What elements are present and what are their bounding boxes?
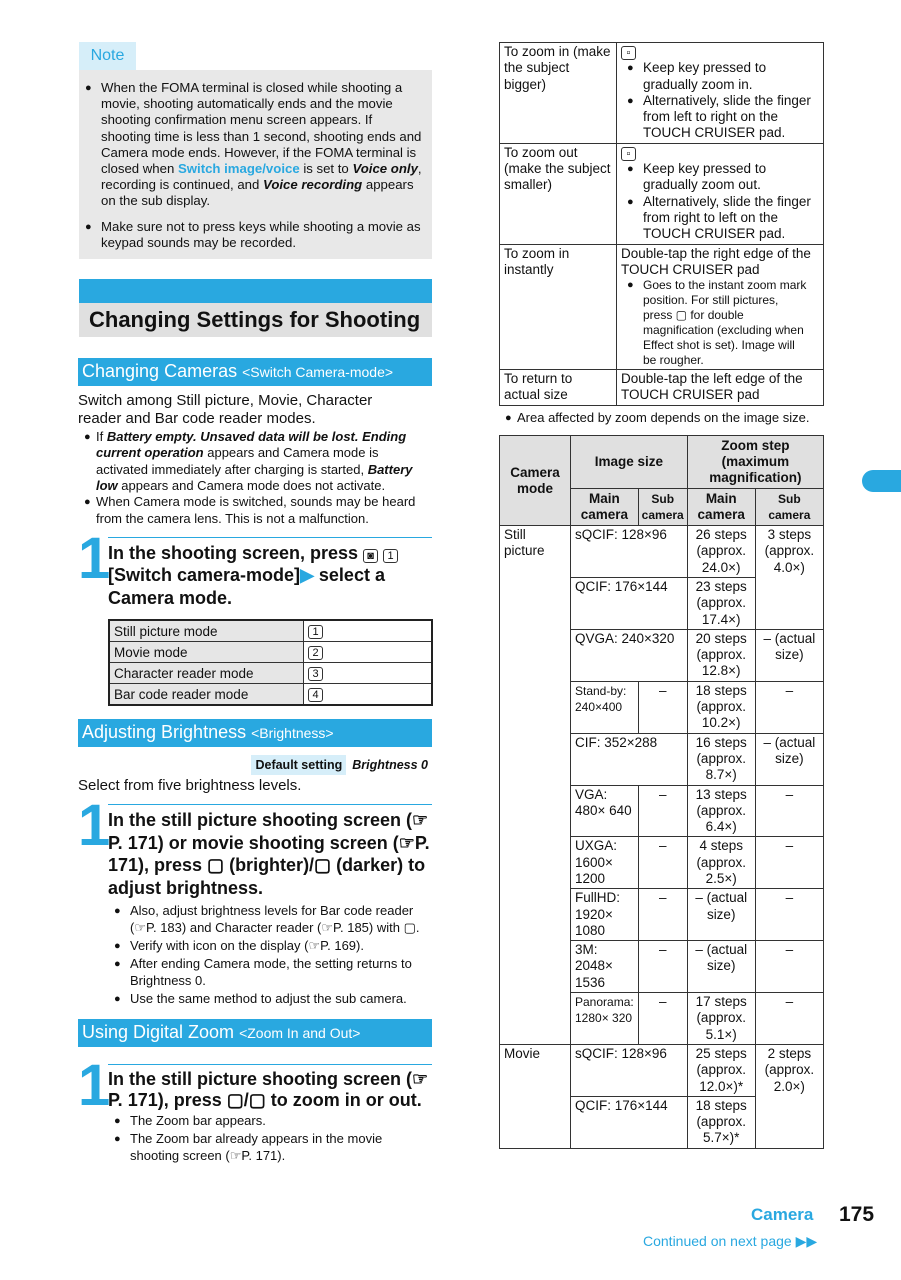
cam-step-text: In the shooting screen, press ◙ 1 [Switch camera-mode]▶ select a Camera mode.: [108, 538, 432, 610]
page-number: 175: [839, 1203, 875, 1226]
zoom-bullet: ● The Zoom bar already appears in the movie shooting screen (☞P. 171).: [108, 1131, 424, 1164]
table-row: UXGA: 1600× 1200 – 4 steps (approx. 2.5×) –: [500, 837, 824, 889]
zoom-step-text: In the still picture shooting screen (☞P. 171), press ▢/▢ to zoom in or out.: [108, 1069, 429, 1110]
table-row: VGA: 480× 640 – 13 steps (approx. 6.4×) –: [500, 785, 824, 837]
step-number: 1: [78, 1053, 111, 1119]
right-column: [499, 42, 824, 1149]
table-row: To zoom out (make the subject smaller) ▫ ● Keep key pressed to gradually zoom out. ● Alternatively, slide the finger from right to left on the TOUCH CRUISER pad.: [500, 143, 824, 244]
left-column: [78, 42, 432, 1164]
cam-intro: Switch among Still picture, Movie, Character reader and Bar code reader modes.: [78, 392, 373, 428]
step-number: 1: [78, 525, 111, 591]
note-bullet: ● Make sure not to press keys while shooting a movie as keypad sounds may be recorded.: [79, 219, 424, 251]
table-row: Panorama: 1280× 320 – 17 steps (approx. 5.1×) –: [500, 993, 824, 1045]
zoom-in-key-icon: ▫: [621, 46, 636, 60]
section-title: Changing Settings for Shooting: [79, 303, 432, 337]
table-row: QCIF: 176×144 18 steps (approx. 5.7×)*: [500, 1096, 824, 1148]
table-row: To zoom in (make the subject bigger) ▫ ● Keep key pressed to gradually zoom in. ● Alternatively, slide the finger from left to right on the TOUCH CRUISER pad.: [500, 43, 824, 144]
heading-changing-cameras: Changing Cameras <Switch Camera-mode>: [78, 358, 432, 386]
zoom-out-key-icon: ▫: [621, 147, 636, 161]
arrow-icon: ▶: [300, 565, 314, 586]
table-row: To zoom in instantly Double-tap the right edge of the TOUCH CRUISER pad ● Goes to the instant zoom mark position. For still pictures, press ▢ for double magnification (excluding when Effect shot is set). Image will be rougher.: [500, 244, 824, 370]
brightness-step-text: In the still picture shooting screen (☞P. 171) or movie shooting screen (☞P. 171), press ▢ (brighter)/▢ (darker) to adjust brightness.: [108, 810, 430, 898]
zoom-operations-table: [499, 42, 824, 406]
heading-brightness: Adjusting Brightness <Brightness>: [78, 719, 432, 747]
camera-mode-table: [108, 619, 433, 706]
note-bullet: ● When the FOMA terminal is closed while shooting a movie, shooting automatically ends and the movie shooting confirmation menu screen appears. If shooting time is less than 1 second, shooting ends and Camera mode ends. However, if the FOMA terminal is closed when Switch image/voice is set to Voice only, recording is continued, and Voice recording appears on the sub display.: [79, 80, 424, 210]
cam-bullet: ● When Camera mode is switched, sounds may be heard from the camera lens. This is not a malfunction.: [78, 494, 424, 527]
chapter-tab: [862, 470, 901, 492]
area-note: ● Area affected by zoom depends on the image size.: [499, 410, 816, 426]
zoom-step-table: Camera mode Image size Zoom step (maximum magnification) Main camera Sub camera Main camera Sub camera Still picture sQCIF: 128×96 26 steps (approx. 24.0×) 3 steps (approx. 4.0×) QCIF: 176×144 23 steps (approx. 17.4×) QVGA: 240×320 20 steps (approx. 12.8×) – (actual size) Stand-by: 240×400 – 18 steps (approx. 10.2×) – CIF: 352×288 16 steps (approx. 8.7×) – (actual size) VGA: 480× 640 – 13 steps (approx. 6.4×) – UXGA: 1600× 1200 – 4 steps (approx. 2.5×) – FullHD: 1920× 1080 – – (actual size) – 3M: 2048× 1536 – – (actual size) – Panorama: 1280× 320 – 17 steps (approx. 5.1×) – Movie sQCIF: 128×96 25 steps (approx. 12.0×)* 2 steps (approx. 2.0×) QCIF: 176×144 18 steps (approx. 5.7×)*: [499, 435, 824, 1149]
section-bar: [79, 279, 432, 303]
brightness-intro: Select from five brightness levels.: [78, 777, 302, 795]
cam-bullet: ● If Battery empty. Unsaved data will be lost. Ending current operation appears and Camera mode is activated immediately after charging is started, Battery low appears and Camera mode does not activate.: [78, 429, 424, 494]
table-row: Character reader mode 3: [109, 663, 432, 684]
table-row: Bar code reader mode 4: [109, 684, 432, 706]
brightness-bullet: ● After ending Camera mode, the setting returns to Brightness 0.: [108, 956, 424, 989]
camera-key-icon: ◙: [363, 549, 378, 563]
step-number: 1: [78, 793, 111, 859]
table-row: QVGA: 240×320 20 steps (approx. 12.8×) – (actual size): [500, 629, 824, 681]
table-row: Movie sQCIF: 128×96 25 steps (approx. 12.0×)* 2 steps (approx. 2.0×): [500, 1044, 824, 1096]
note-label: Note: [79, 42, 136, 70]
table-row: Still picture mode 1: [109, 620, 432, 642]
table-row: QCIF: 176×144 23 steps (approx. 17.4×): [500, 577, 824, 629]
note-box: [79, 70, 432, 259]
brightness-bullet: ● Verify with icon on the display (☞P. 169).: [108, 938, 424, 954]
table-row: Movie mode 2: [109, 642, 432, 663]
brightness-bullet: ● Also, adjust brightness levels for Bar code reader (☞P. 183) and Character reader (☞P. 185) with ▢.: [108, 903, 424, 936]
zoom-bullet: ● The Zoom bar appears.: [108, 1113, 424, 1129]
table-row: Still picture sQCIF: 128×96 26 steps (approx. 24.0×) 3 steps (approx. 4.0×): [500, 526, 824, 578]
table-row: Stand-by: 240×400 – 18 steps (approx. 10.2×) –: [500, 681, 824, 733]
table-row: CIF: 352×288 16 steps (approx. 8.7×) – (actual size): [500, 733, 824, 785]
heading-digital-zoom: Using Digital Zoom <Zoom In and Out>: [78, 1019, 432, 1047]
continued-link[interactable]: Continued on next page ▶▶: [643, 1233, 818, 1249]
brightness-bullet: ● Use the same method to adjust the sub camera.: [108, 991, 424, 1007]
table-row: To return to actual size Double-tap the left edge of the TOUCH CRUISER pad: [500, 370, 824, 406]
footer-section: Camera: [751, 1205, 814, 1224]
brightness-step: [78, 793, 432, 1007]
table-row: 3M: 2048× 1536 – – (actual size) –: [500, 941, 824, 993]
table-row: FullHD: 1920× 1080 – – (actual size) –: [500, 889, 824, 941]
cam-step: [78, 525, 432, 610]
default-setting: Default setting Brightness 0: [78, 755, 432, 775]
zoom-step: [78, 1053, 432, 1164]
